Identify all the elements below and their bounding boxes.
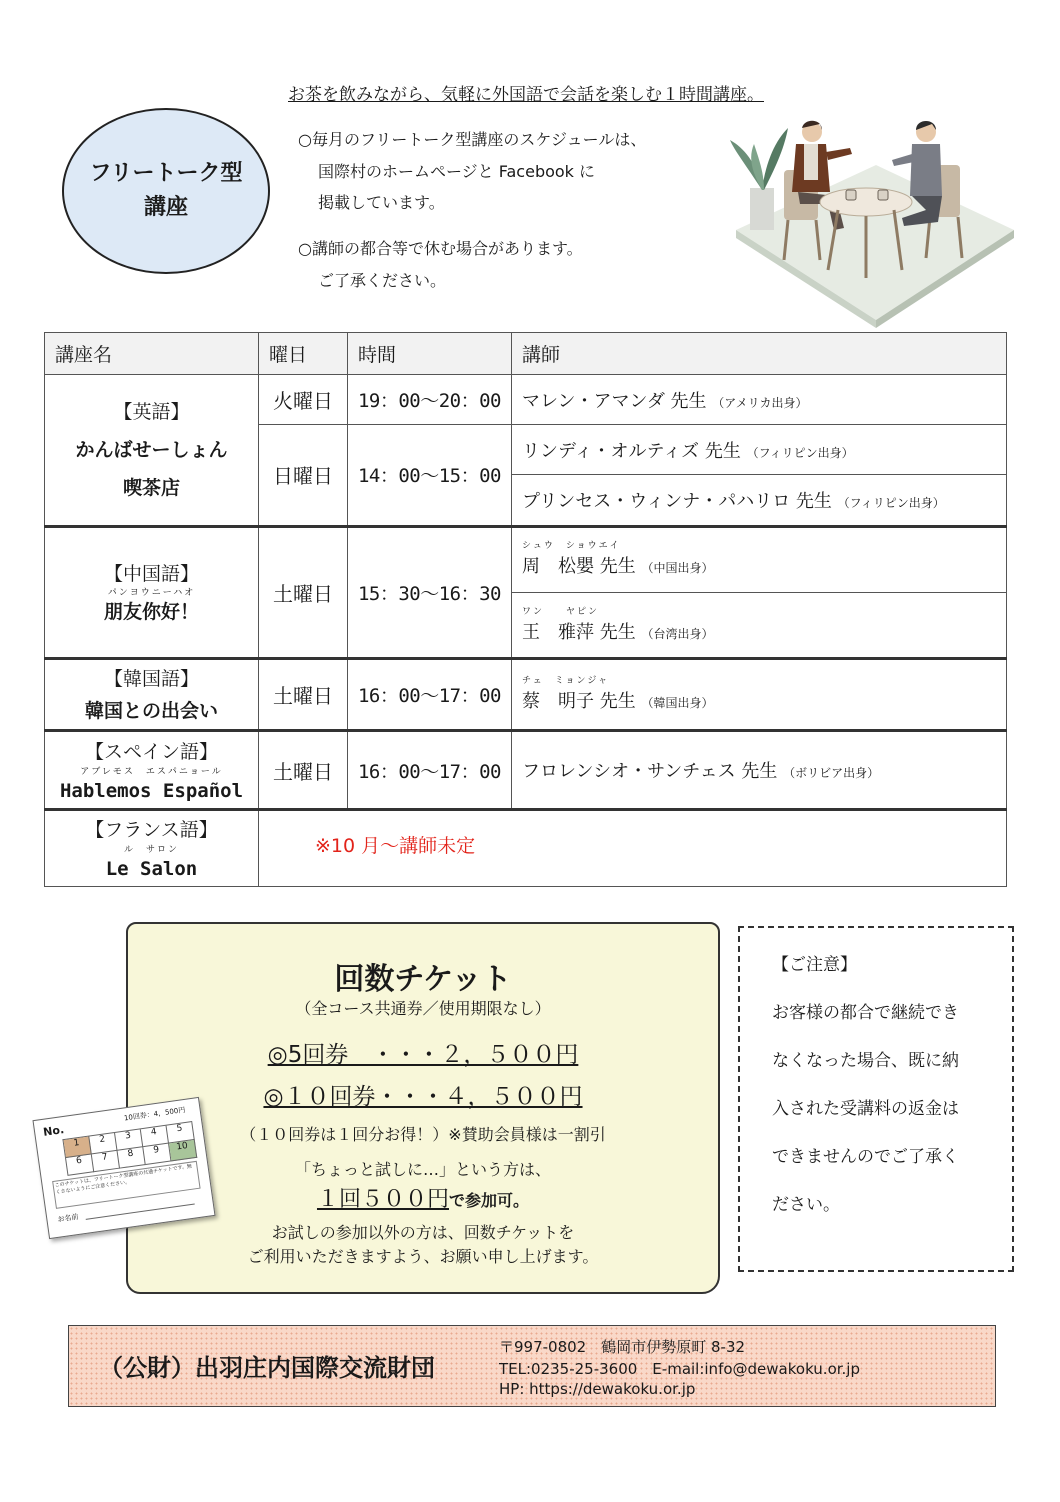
course-ruby: アブレモス エスパニョール (80, 766, 223, 777)
badge-line2: 講座 (143, 195, 188, 220)
table-row (45, 375, 1007, 425)
teacher (512, 731, 1007, 809)
bullet1-line1: ○毎月のフリートーク型講座のスケジュールは、 (298, 130, 647, 149)
course-name: Hablemos Español (59, 779, 244, 802)
teacher-origin: （台湾出身） (641, 626, 714, 641)
teacher-name: マレン・アマンダ 先生 (522, 390, 707, 412)
course-name: 韓国との出会い (84, 699, 218, 722)
card-type-label: 10回券：4，500円 (123, 1105, 186, 1123)
closing-line1: お試しの参加以外の方は、回数チケットを (271, 1223, 575, 1242)
course-ruby: ル サロン (123, 844, 179, 855)
header-time: 時間 (348, 333, 512, 375)
trial-line: 「ちょっと試しに…」という方は、 (294, 1160, 551, 1179)
teacher-ruby: シュウ ショウエイ (522, 541, 621, 552)
bullet1-line3: 掲載しています。 (318, 193, 445, 212)
teacher-name: 蔡 明子 (522, 691, 594, 713)
intro-title: お茶を飲みながら、気軽に外国語で会話を楽しむ１時間講座。 (288, 85, 764, 105)
card-cell: 6 (66, 1154, 94, 1175)
teacher-suffix: 先生 (599, 556, 636, 578)
course-spanish (45, 731, 259, 809)
card-cell: 1 (64, 1137, 92, 1158)
trial-suffix: で参加可。 (449, 1191, 530, 1210)
time: 15：30～16：30 (348, 526, 512, 658)
card-no-label: No. (42, 1123, 65, 1139)
teacher-name: フロレンシオ・サンチェス 先生 (522, 761, 778, 783)
notice-box (738, 926, 1014, 1272)
teacher-name: 周 松嬰 (522, 556, 594, 578)
card-name-label: お名前 (56, 1212, 79, 1224)
course-ruby: パンヨウニーハオ (107, 587, 196, 598)
teacher (512, 375, 1007, 425)
ticket-title: 回数チケット (334, 962, 512, 997)
course-name: 朋友你好！ (103, 600, 199, 623)
teacher (512, 659, 1007, 731)
day: 土曜日 (259, 659, 348, 731)
card-cell: 8 (118, 1147, 146, 1168)
trial-price: １回５００円 (316, 1187, 449, 1212)
card-cell: 10 (169, 1140, 197, 1161)
footer-homepage: HP: https://dewakoku.or.jp (499, 1380, 696, 1398)
badge-line1: フリートーク型 (89, 161, 243, 186)
notice-line: ださい。 (772, 1195, 840, 1215)
course-name: 喫茶店 (122, 476, 180, 499)
bullet2-line2: ご了承ください。 (318, 271, 447, 290)
teacher-name: リンディ・オルティズ 先生 (522, 440, 741, 462)
trial-price-line (128, 1182, 718, 1213)
teacher-origin: （中国出身） (641, 561, 714, 576)
card-cell: 5 (167, 1122, 195, 1143)
ticket-info-box (126, 922, 720, 1294)
teacher-ruby: チェ ミョンジャ (522, 676, 610, 687)
notice-line: お客様の都合で継続でき (772, 1003, 959, 1023)
course-lang: 【中国語】 (103, 562, 199, 585)
footer-contact: TEL:0235-25-3600 E-mail:info@dewakoku.or.jp (499, 1360, 860, 1378)
table-header-row (45, 333, 1007, 375)
closing-line2: ご利用いただきますよう、お願い申し上げます。 (247, 1247, 599, 1266)
course-english (45, 375, 259, 527)
ticket-ten-pack: ◎１０回券・・・４，５００円 (263, 1084, 583, 1110)
day: 日曜日 (259, 425, 348, 526)
teacher-origin: （韓国出身） (641, 696, 714, 711)
course-name: Le Salon (105, 857, 198, 880)
teacher (512, 526, 1007, 592)
card-fine-print: このチケットは、フリートーク型講座の共通チケットです。無くさないようにご注意ください。 (52, 1161, 200, 1209)
teacher (512, 425, 1007, 475)
table-row (45, 809, 1007, 886)
course-lang: 【韓国語】 (103, 667, 199, 690)
teacher-origin: （ボリビア出身） (783, 766, 880, 781)
ticket-card-image (32, 1097, 215, 1239)
organization-name: （公財）出羽庄内国際交流財団 (99, 1354, 435, 1382)
course-name: かんばせーしょん (75, 438, 228, 461)
header-course-name: 講座名 (45, 333, 259, 375)
bullet1-line2: 国際村のホームページと Facebook に (318, 162, 596, 181)
course-type-badge (62, 108, 270, 274)
notice-line: 入された受講料の返金は (772, 1099, 959, 1119)
teacher-name: プリンセス・ウィンナ・パハリロ 先生 (522, 491, 832, 513)
course-lang: 【フランス語】 (85, 818, 218, 841)
teacher-name: 王 雅萍 (522, 621, 594, 643)
course-french (45, 809, 259, 886)
header-teacher: 講師 (512, 333, 1007, 375)
teacher-suffix: 先生 (599, 621, 636, 643)
day: 火曜日 (259, 375, 348, 425)
course-chinese (45, 526, 259, 658)
ticket-five-pack: ◎5回券 ・・・２，５００円 (267, 1042, 579, 1068)
notice-line: なくなった場合、既に納 (772, 1051, 959, 1071)
card-cell: 2 (89, 1133, 117, 1154)
header-day: 曜日 (259, 333, 348, 375)
course-lang: 【スペイン語】 (84, 740, 218, 763)
bullet2-line1: ○講師の都合等で休む場合があります。 (298, 239, 583, 258)
footer-banner (68, 1325, 996, 1407)
card-name-line (86, 1204, 195, 1220)
card-cell: 7 (92, 1151, 120, 1172)
course-lang: 【英語】 (113, 400, 190, 423)
card-cell: 9 (143, 1143, 171, 1164)
card-cell: 3 (115, 1129, 143, 1150)
ticket-ten-note: （１０回券は１回分お得！）※賛助会員様は一割引 (240, 1125, 606, 1144)
table-row (45, 731, 1007, 809)
table-row (45, 659, 1007, 731)
teacher-origin: （フィリピン出身） (746, 445, 854, 460)
card-cell: 4 (141, 1126, 169, 1147)
footer-address: 〒997-0802 鶴岡市伊勢原町 8-32 (499, 1338, 746, 1356)
cafe-conversation-illustration (726, 110, 1016, 330)
teacher-tbd-note: ※10 月～講師未定 (259, 809, 1007, 886)
time: 16：00～17：00 (348, 659, 512, 731)
time: 14：00～15：00 (348, 425, 512, 526)
day: 土曜日 (259, 731, 348, 809)
table-row (45, 526, 1007, 592)
teacher-ruby: ワン ヤピン (522, 606, 600, 617)
ticket-subtitle: （全コース共通券／使用期限なし） (295, 999, 551, 1018)
notice-title: 【ご注意】 (772, 955, 857, 975)
teacher (512, 592, 1007, 658)
teacher-origin: （アメリカ出身） (712, 395, 808, 410)
teacher-suffix: 先生 (599, 691, 636, 713)
teacher (512, 475, 1007, 526)
notice-line: できませんのでご了承く (772, 1147, 959, 1167)
time: 16：00～17：00 (348, 731, 512, 809)
course-korean (45, 659, 259, 731)
time: 19：00～20：00 (348, 375, 512, 425)
course-schedule-table (44, 332, 1007, 887)
teacher-origin: （フィリピン出身） (837, 496, 945, 511)
day: 土曜日 (259, 526, 348, 658)
